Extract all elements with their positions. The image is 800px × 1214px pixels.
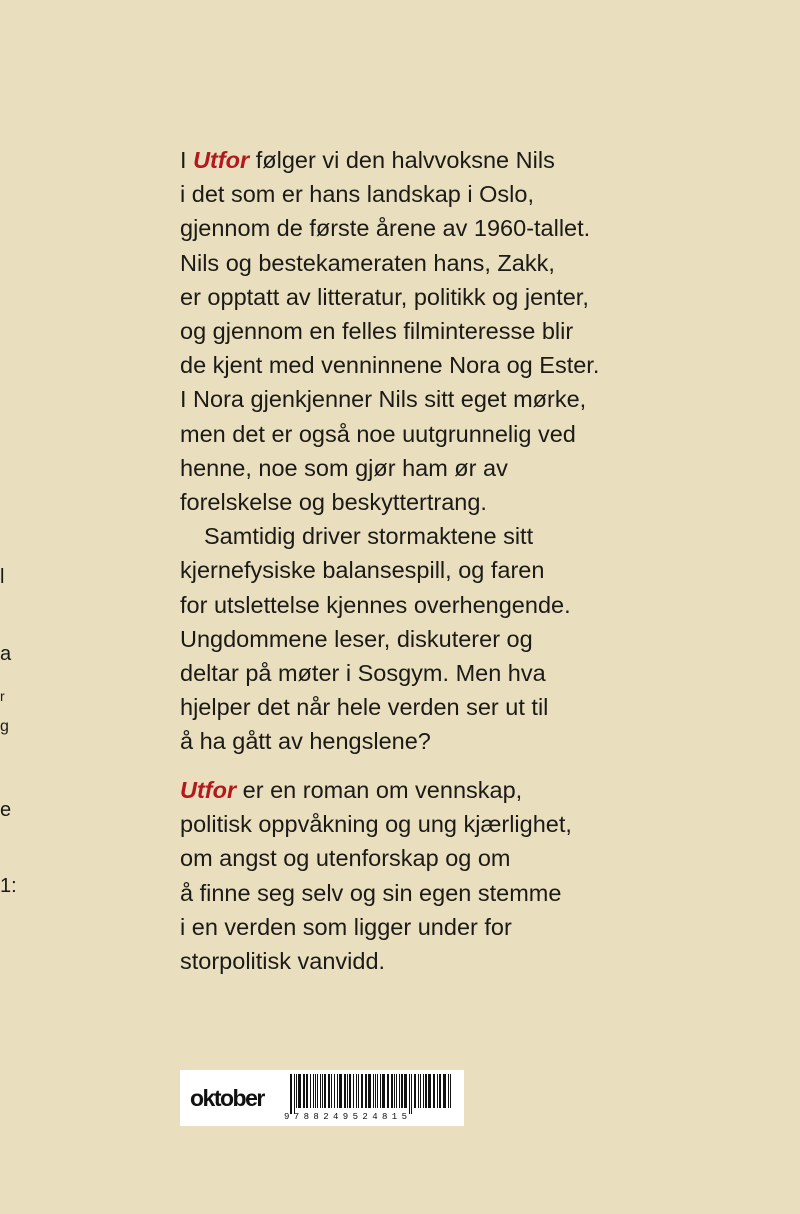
barcode-bar: [411, 1074, 412, 1114]
barcode-bar: [409, 1074, 410, 1114]
blurb-line: de kjent med venninnene Nora og Ester.: [180, 352, 600, 379]
barcode-bar: [356, 1074, 357, 1108]
barcode-bar: [294, 1074, 295, 1114]
barcode-bar: [337, 1074, 338, 1108]
blurb-line: forelskelse og beskyttertrang.: [180, 489, 487, 516]
barcode-bar: [368, 1074, 371, 1108]
barcode-bar: [313, 1074, 314, 1108]
spine-text-fragment: r: [0, 688, 5, 704]
blurb-line: Nils og bestekameraten hans, Zakk,: [180, 249, 555, 276]
blurb-line: hjelper det når hele verden ser ut til: [180, 694, 549, 721]
isbn-barcode: [288, 1074, 456, 1114]
blurb-line: og gjennom en felles filminteresse blir: [180, 318, 574, 345]
barcode-bar: [401, 1074, 403, 1108]
barcode-bar: [334, 1074, 335, 1108]
barcode-bar: [290, 1074, 292, 1114]
barcode-bar: [361, 1074, 363, 1108]
blurb-summary: [180, 773, 780, 978]
book-title-emphasis: Utfor: [180, 777, 237, 803]
barcode-bar: [418, 1074, 419, 1108]
barcode-bar: [347, 1074, 348, 1108]
blurb-line: i det som er hans landskap i Oslo,: [180, 181, 534, 208]
barcode-bar: [443, 1074, 446, 1108]
spine-text-fragment: g: [0, 718, 9, 735]
blurb-line: men det er også noe uutgrunnelig ved: [180, 420, 576, 447]
barcode-bar: [317, 1074, 318, 1108]
barcode-bar: [450, 1074, 451, 1108]
barcode-bar: [380, 1074, 381, 1108]
blurb-line: er opptatt av litteratur, politikk og jenter,: [180, 283, 589, 310]
blurb-text: [180, 143, 780, 759]
barcode-bar: [414, 1074, 416, 1108]
barcode-bar: [306, 1074, 308, 1108]
spine-text-fragment: 1:: [0, 875, 17, 897]
barcode-bar: [428, 1074, 431, 1108]
barcode-bar: [331, 1074, 332, 1108]
barcode-bar: [420, 1074, 421, 1108]
blurb-line: i en verden som ligger under for: [180, 913, 512, 940]
barcode-bar: [353, 1074, 354, 1108]
barcode-bar: [303, 1074, 305, 1108]
blurb-line: å ha gått av hengslene?: [180, 728, 431, 755]
spine-text-fragment: e: [0, 799, 12, 821]
publisher-logo: oktober: [190, 1085, 264, 1111]
barcode-bar: [328, 1074, 330, 1108]
barcode-bar: [320, 1074, 321, 1108]
barcode-bar: [339, 1074, 342, 1108]
barcode-bar: [404, 1074, 407, 1108]
barcode-bar: [377, 1074, 378, 1108]
barcode-bar: [394, 1074, 395, 1108]
barcode-bar: [349, 1074, 351, 1108]
barcode-bar: [439, 1074, 441, 1108]
spine-text-fragment: a: [0, 643, 12, 665]
barcode-bar: [373, 1074, 374, 1108]
barcode-panel: [180, 1070, 464, 1126]
isbn-number: 9788249524815: [284, 1112, 412, 1122]
barcode-bar: [396, 1074, 397, 1108]
barcode-bar: [296, 1074, 297, 1108]
barcode-bar: [448, 1074, 449, 1108]
blurb-line: henne, noe som gjør ham ør av: [180, 454, 508, 481]
blurb-line: Samtidig driver stormaktene sitt: [204, 523, 534, 550]
barcode-bar: [322, 1074, 323, 1108]
blurb-line: om angst og utenforskap og om: [180, 845, 511, 872]
book-title-emphasis: Utfor: [193, 147, 250, 173]
barcode-bar: [358, 1074, 359, 1108]
spine-text-fragment: l: [0, 566, 5, 588]
barcode-bar: [298, 1074, 301, 1108]
barcode-bar: [375, 1074, 376, 1108]
blurb-line: I Utfor følger vi den halvvoksne Nils: [180, 147, 555, 173]
barcode-bar: [387, 1074, 389, 1108]
blurb-line: gjennom de første årene av 1960-tallet.: [180, 215, 591, 242]
barcode-bar: [437, 1074, 438, 1108]
blurb-line: Utfor er en roman om vennskap,: [180, 777, 523, 803]
blurb-line: for utslettelse kjennes overhengende.: [180, 591, 571, 618]
blurb-line: kjernefysiske balansespill, og faren: [180, 557, 545, 584]
barcode-bar: [315, 1074, 316, 1108]
blurb-line: deltar på møter i Sosgym. Men hva: [180, 660, 546, 687]
blurb-line: å finne seg selv og sin egen stemme: [180, 879, 562, 906]
barcode-bar: [399, 1074, 400, 1108]
barcode-bar: [344, 1074, 346, 1108]
barcode-bar: [423, 1074, 424, 1108]
barcode-bar: [433, 1074, 435, 1108]
blurb-line: politisk oppvåkning og ung kjærlighet,: [180, 811, 572, 838]
barcode-bar: [324, 1074, 326, 1108]
blurb-line: Ungdommene leser, diskuterer og: [180, 625, 533, 652]
barcode-bar: [310, 1074, 311, 1108]
barcode-bar: [391, 1074, 393, 1108]
barcode-bar: [382, 1074, 385, 1108]
barcode-bar: [365, 1074, 367, 1108]
blurb-line: I Nora gjenkjenner Nils sitt eget mørke,: [180, 386, 587, 413]
blurb-line: storpolitisk vanvidd.: [180, 948, 386, 975]
barcode-bar: [425, 1074, 427, 1108]
